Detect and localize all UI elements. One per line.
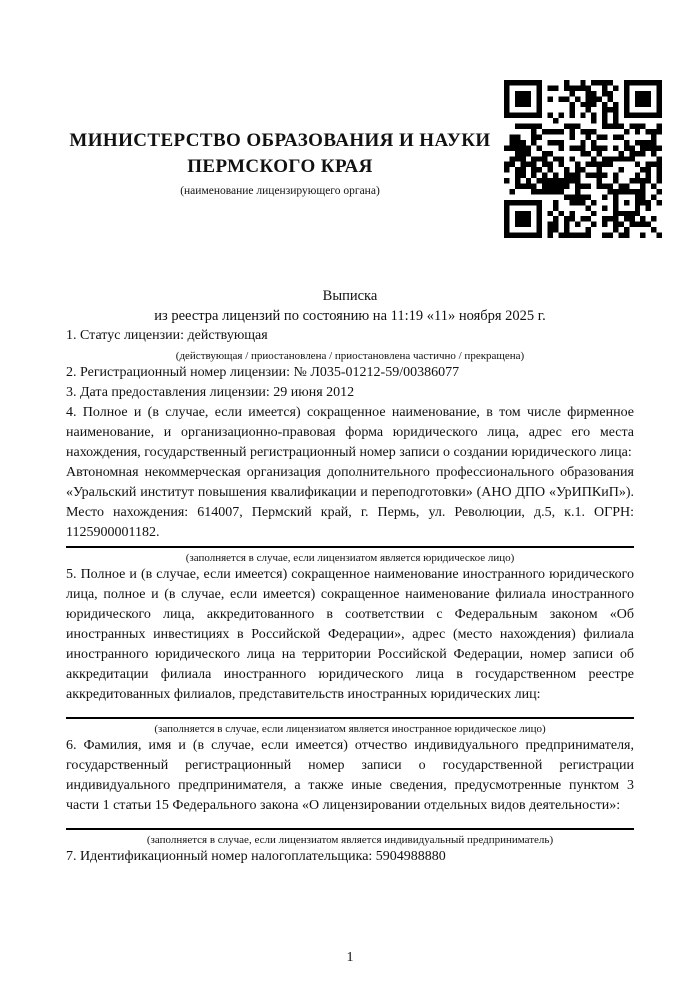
item-4-legal-entity-value: Автономная некоммерческая организация дополнительного профессионального образования «Уральский институт повышения квалификации и переподготовки» (АНО ДПО «УрИПКиП»). Место нахождения: 614007, Пермский край, г. Пермь, ул. Революции, д.5, к.1. ОГРН: 1125900001182. bbox=[66, 463, 634, 548]
item-1-caption: (действующая / приостановлена / приостановлена частично / прекращена) bbox=[175, 350, 525, 362]
item-5-foreign-entity-heading: 5. Полное и (в случае, если имеется) сокращенное наименование иностранного юридического лица, полное и (в случае, если имеется) сокращенное наименование филиала иностранного юридического лица, аккредитованного в соответствии с Федеральным законом «Об иностранных инвестициях в Российской Федерации», адрес (место нахождения) филиала иностранного юридического лица на территории Российской Федерации, номер записи об аккредитации филиала иностранного юридического лица в государственном реестре аккредитованных филиалов, представительств иностранных юридических лиц: bbox=[66, 567, 634, 702]
item-4-legal-entity-heading: 4. Полное и (в случае, если имеется) сокращенное наименование, в том числе фирменное наименование, и организационно-правовая форма юридического лица, адрес его места нахождения, государственный регистрационный номер записи о создании юридического лица: bbox=[66, 405, 634, 460]
document-header bbox=[66, 128, 494, 198]
item-1-license-status: 1. Статус лицензии: действующая bbox=[66, 328, 268, 343]
licensing-authority-caption: (наименование лицензирующего органа) bbox=[180, 185, 380, 197]
item-6-caption: (заполняется в случае, если лицензиатом является индивидуальный предприниматель) bbox=[146, 834, 554, 846]
item-3-license-date: 3. Дата предоставления лицензии: 29 июня 2012 bbox=[66, 385, 355, 400]
ministry-name-line1: МИНИСТЕРСТВО ОБРАЗОВАНИЯ И НАУКИ bbox=[69, 130, 491, 151]
qr-code-svg bbox=[504, 80, 662, 238]
item-2-registration-number: 2. Регистрационный номер лицензии: № Л035-01212-59/00386077 bbox=[66, 365, 460, 380]
qr-code-icon bbox=[504, 80, 662, 238]
item-4-caption: (заполняется в случае, если лицензиатом является юридическое лицо) bbox=[185, 552, 515, 564]
document-title bbox=[66, 286, 634, 326]
page-number: 1 bbox=[346, 950, 354, 965]
item-6-blank-field-line bbox=[66, 828, 634, 830]
title-line1: Выписка bbox=[322, 288, 378, 304]
licensing-authority-name bbox=[66, 128, 494, 180]
document-body bbox=[66, 326, 634, 867]
title-line2: из реестра лицензий по состоянию на 11:19 «11» ноября 2025 г. bbox=[154, 308, 546, 324]
ministry-name-line2: ПЕРМСКОГО КРАЯ bbox=[187, 156, 373, 177]
item-7-taxpayer-number: 7. Идентификационный номер налогоплательщика: 5904988880 bbox=[66, 849, 446, 864]
item-6-entrepreneur-heading: 6. Фамилия, имя и (в случае, если имеется) отчество индивидуального предпринимателя, государственный регистрационный номер записи о государственной регистрации индивидуального предпринимателя, а также иные сведения, предусмотренные пунктом 3 части 1 статьи 15 Федерального закона «О лицензировании отдельных видов деятельности»: bbox=[66, 738, 634, 813]
item-5-blank-field-line bbox=[66, 717, 634, 719]
item-5-caption: (заполняется в случае, если лицензиатом является иностранное юридическое лицо) bbox=[154, 723, 546, 735]
